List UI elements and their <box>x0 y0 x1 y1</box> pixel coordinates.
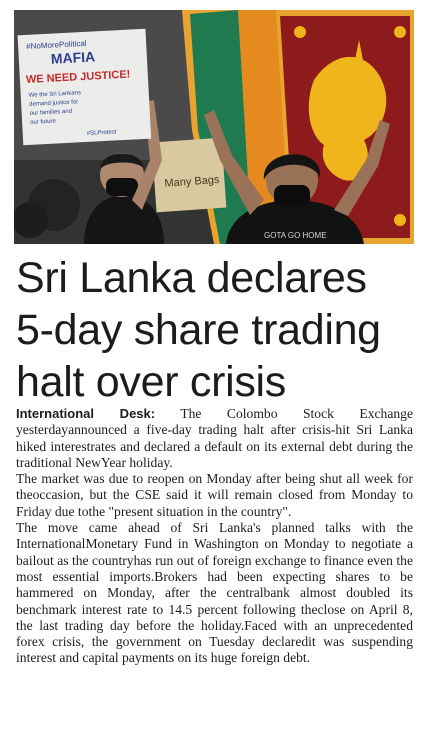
dateline: International Desk: <box>16 406 156 421</box>
sign-line-3: WE NEED JUSTICE! <box>25 68 131 87</box>
headline <box>16 252 416 408</box>
shirt-text: GOTA GO HOME <box>264 231 327 240</box>
back-sign-text: Many Bags <box>164 173 220 190</box>
article-paragraph-1-text: The Colombo Stock Exchange yesterdayannounced a five-day trading halt after crisis-hit Sri Lanka hiked interestrates and declared a default on its external debt during the traditional NewYear holiday. <box>16 406 413 470</box>
headline-line-2: 5-day share trading <box>16 306 381 354</box>
sign-line-7: our future <box>30 118 56 126</box>
sign-line-5: demand justice for <box>29 99 79 108</box>
sign-line-1: #NoMorePolitical <box>25 38 87 51</box>
sign-line-8: #SLProtest <box>86 129 117 137</box>
right-protester-mask <box>274 185 310 207</box>
back-sign <box>152 138 227 213</box>
headline-line-3: halt over crisis <box>16 358 286 406</box>
protest-sign <box>18 29 152 146</box>
flag-leaf-2 <box>394 26 406 38</box>
article-paragraph-3: The move came ahead of Sri Lanka's planned talks with the InternationalMonetary Fund in Washington on Monday to negotiate a bailout as the countryhas run out of foreign exchange to finance even the most essential imports.Brokers had been expecting shares to be hammered on Monday, after the centralbank almost doubled its benchmark interest rate to 14.5 percent following theclose on April 8, the last trading day before the holiday.Faced with an unprecedented forex crisis, the government on Tuesday declaredit was suspending interest and capital payments on its huge foreign debt. <box>16 520 413 666</box>
sign-line-4: We the Sri Lankans <box>28 90 82 99</box>
flag-leaf-3 <box>394 214 406 226</box>
article-paragraph-2: The market was due to reopen on Monday after being shut all week for theoccasion, but the CSE said it will remain closed from Monday to Friday due tothe "present situation in the country". <box>16 471 413 519</box>
left-protester-mask <box>106 178 138 196</box>
protest-photo-illustration <box>14 10 414 244</box>
article-paragraph-1 <box>16 406 413 471</box>
article-body <box>16 406 413 667</box>
sign-line-2: MAFIA <box>50 48 96 67</box>
sign-line-6: our families and <box>29 108 73 117</box>
news-photo <box>14 10 414 244</box>
headline-line-1: Sri Lanka declares <box>16 254 367 302</box>
flag-leaf-1 <box>294 26 306 38</box>
